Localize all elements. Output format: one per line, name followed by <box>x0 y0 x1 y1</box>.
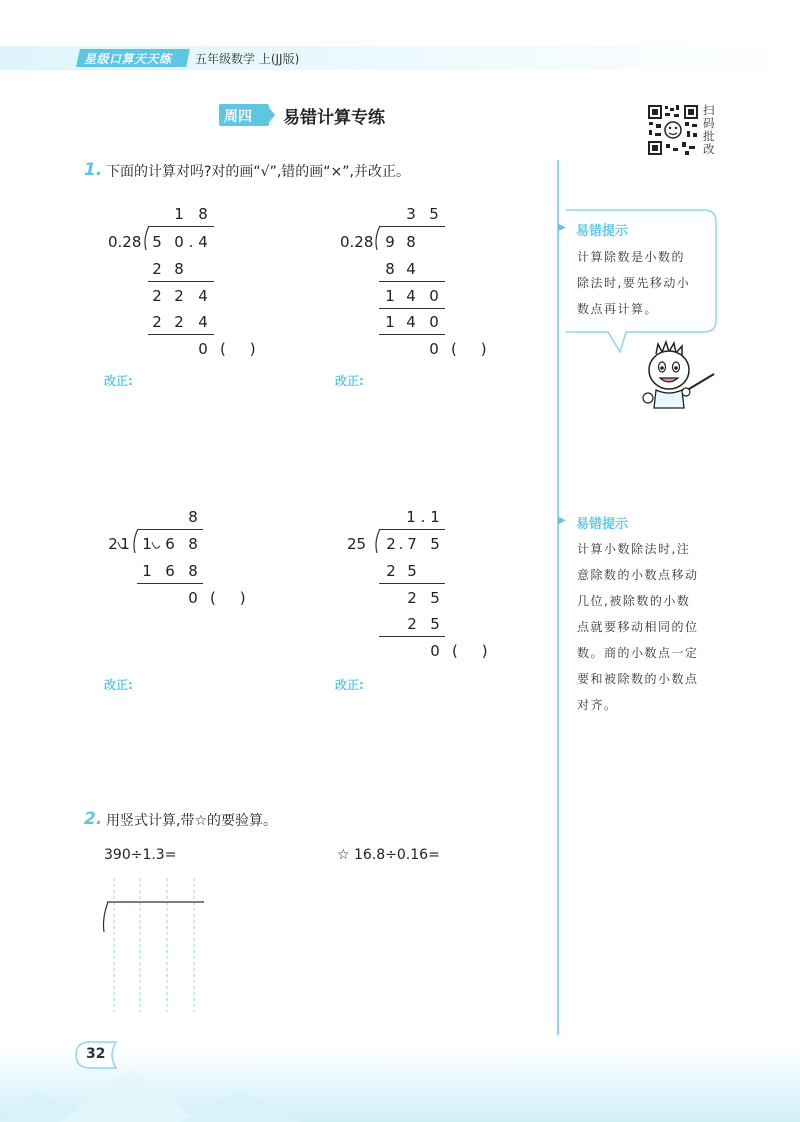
correction-label: 改正: <box>104 374 133 388</box>
dividend-digit: 9 <box>385 233 395 251</box>
quotient-digit: 5 <box>429 205 439 223</box>
remainder: 0 <box>429 340 439 358</box>
answer-parentheses[interactable]: ( ) <box>451 340 487 358</box>
dividend-digit: . <box>188 233 194 251</box>
answer-parentheses[interactable]: ( ) <box>220 340 256 358</box>
vertical-calc-guide[interactable] <box>98 876 210 1014</box>
answer-parentheses[interactable]: ( ) <box>210 589 246 607</box>
step-digit: 4 <box>198 313 208 331</box>
remainder: 0 <box>198 340 208 358</box>
step-digit: 2 <box>152 260 162 278</box>
step-line <box>379 281 445 282</box>
divisor: 0.28 <box>340 233 374 251</box>
tip-line: 点就要移动相同的位 <box>577 620 699 634</box>
correction-label: 改正: <box>335 678 364 692</box>
tip-marker-icon: ▶ <box>558 222 566 233</box>
quotient-digit: 8 <box>198 205 208 223</box>
division-bar <box>137 529 203 530</box>
step-line <box>137 583 203 584</box>
step-digit: 1 <box>385 287 395 305</box>
question-1-number: 1. <box>84 160 103 180</box>
tip-body <box>577 536 717 718</box>
step-digit: 4 <box>406 287 416 305</box>
tip-line: 几位,被除数的小数 <box>577 594 691 608</box>
division-bracket <box>372 528 382 554</box>
step-digit: 4 <box>406 260 416 278</box>
step-digit: 2 <box>152 287 162 305</box>
step-digit: 4 <box>198 287 208 305</box>
step-digit: 2 <box>407 615 417 633</box>
dividend-digit: 8 <box>406 233 416 251</box>
step-line <box>379 636 445 637</box>
step-line <box>148 334 214 335</box>
tip-line: 要和被除数的小数点 <box>577 672 699 686</box>
tip-body <box>577 244 707 322</box>
teacher-mascot-icon <box>636 340 722 410</box>
dividend-digit: 2 <box>386 535 396 553</box>
dividend-digit: 8 <box>188 535 198 553</box>
dividend-digit: 4 <box>198 233 208 251</box>
problem-1: 390÷1.3= <box>104 847 177 863</box>
tip-line: 意除数的小数点移动 <box>577 568 699 582</box>
step-digit: 2 <box>174 287 184 305</box>
step-digit: 2 <box>407 589 417 607</box>
dividend-digit: 5 <box>152 233 162 251</box>
step-digit: 1 <box>142 562 152 580</box>
question-2-number: 2. <box>84 809 103 829</box>
footer-decoration <box>0 1040 800 1122</box>
question-2-text: 用竖式计算,带☆的要验算。 <box>106 813 278 829</box>
scan-label: 扫码批改 <box>703 103 715 156</box>
step-line <box>148 281 214 282</box>
quotient-digit: 1 <box>174 205 184 223</box>
step-digit: 5 <box>407 562 417 580</box>
step-digit: 0 <box>429 287 439 305</box>
step-line <box>379 308 445 309</box>
dividend-digit: . <box>398 535 404 553</box>
tip-line: 除法时,要先移动小 <box>577 276 691 290</box>
division-bar <box>148 226 214 227</box>
quotient-digit: 3 <box>406 205 416 223</box>
book-title: 五年级数学 上(JJ版) <box>195 52 300 66</box>
quotient-digit: . <box>420 508 426 526</box>
qr-code-icon[interactable] <box>647 104 699 156</box>
step-digit: 8 <box>188 562 198 580</box>
step-digit: 2 <box>174 313 184 331</box>
tip-line: 对齐。 <box>577 698 618 712</box>
divisor: 25 <box>347 535 367 553</box>
step-digit: 2 <box>386 562 396 580</box>
step-digit: 8 <box>385 260 395 278</box>
step-digit: 4 <box>406 313 416 331</box>
step-digit: 5 <box>430 615 440 633</box>
remainder: 0 <box>188 589 198 607</box>
step-line <box>379 334 445 335</box>
tip-title: 易错提示 <box>576 224 629 239</box>
dividend-digit: 0 <box>174 233 184 251</box>
step-digit: 2 <box>152 313 162 331</box>
step-line <box>379 583 445 584</box>
division-bracket <box>372 225 382 251</box>
dividend-digit: 6 <box>165 535 175 553</box>
page-number: 32 <box>86 1046 106 1062</box>
answer-parentheses[interactable]: ( ) <box>452 642 488 660</box>
dividend-digit: 7 <box>407 535 417 553</box>
step-digit: 5 <box>430 589 440 607</box>
divisor: 0.28 <box>108 233 142 251</box>
tip-line: 数点再计算。 <box>577 302 659 316</box>
division-bar <box>379 529 445 530</box>
division-bar <box>379 226 445 227</box>
step-digit: 0 <box>429 313 439 331</box>
remainder: 0 <box>430 642 440 660</box>
step-digit: 1 <box>385 313 395 331</box>
tip-line: 计算除数是小数的 <box>577 250 686 264</box>
decimal-shift-mark <box>116 540 128 554</box>
quotient-digit: 1 <box>430 508 440 526</box>
correction-label: 改正: <box>335 374 364 388</box>
tip-marker-icon: ▶ <box>558 515 566 526</box>
page-title: 易错计算专练 <box>283 108 385 128</box>
tip-line: 数。商的小数点一定 <box>577 646 699 660</box>
column-divider <box>557 160 559 1035</box>
series-title: 星级口算天天练 <box>84 52 172 66</box>
divisor-digit: 2 <box>108 535 118 553</box>
dividend-digit: 1 <box>142 535 152 553</box>
correction-label: 改正: <box>104 678 133 692</box>
step-digit: 8 <box>174 260 184 278</box>
day-badge-arrow <box>266 104 275 126</box>
problem-2: ☆ 16.8÷0.16= <box>337 847 440 863</box>
divisor-digit: 1 <box>120 535 130 553</box>
dividend-digit: 5 <box>430 535 440 553</box>
quotient-digit: 8 <box>188 508 198 526</box>
decimal-shift-mark <box>150 540 162 554</box>
question-1-text: 下面的计算对吗?对的画“√”,错的画“×”,并改正。 <box>106 164 410 180</box>
quotient-digit: 1 <box>406 508 416 526</box>
day-label: 周四 <box>224 109 252 125</box>
step-digit: 6 <box>165 562 175 580</box>
tip-line: 计算小数除法时,注 <box>577 542 691 556</box>
tip-title: 易错提示 <box>576 517 629 532</box>
